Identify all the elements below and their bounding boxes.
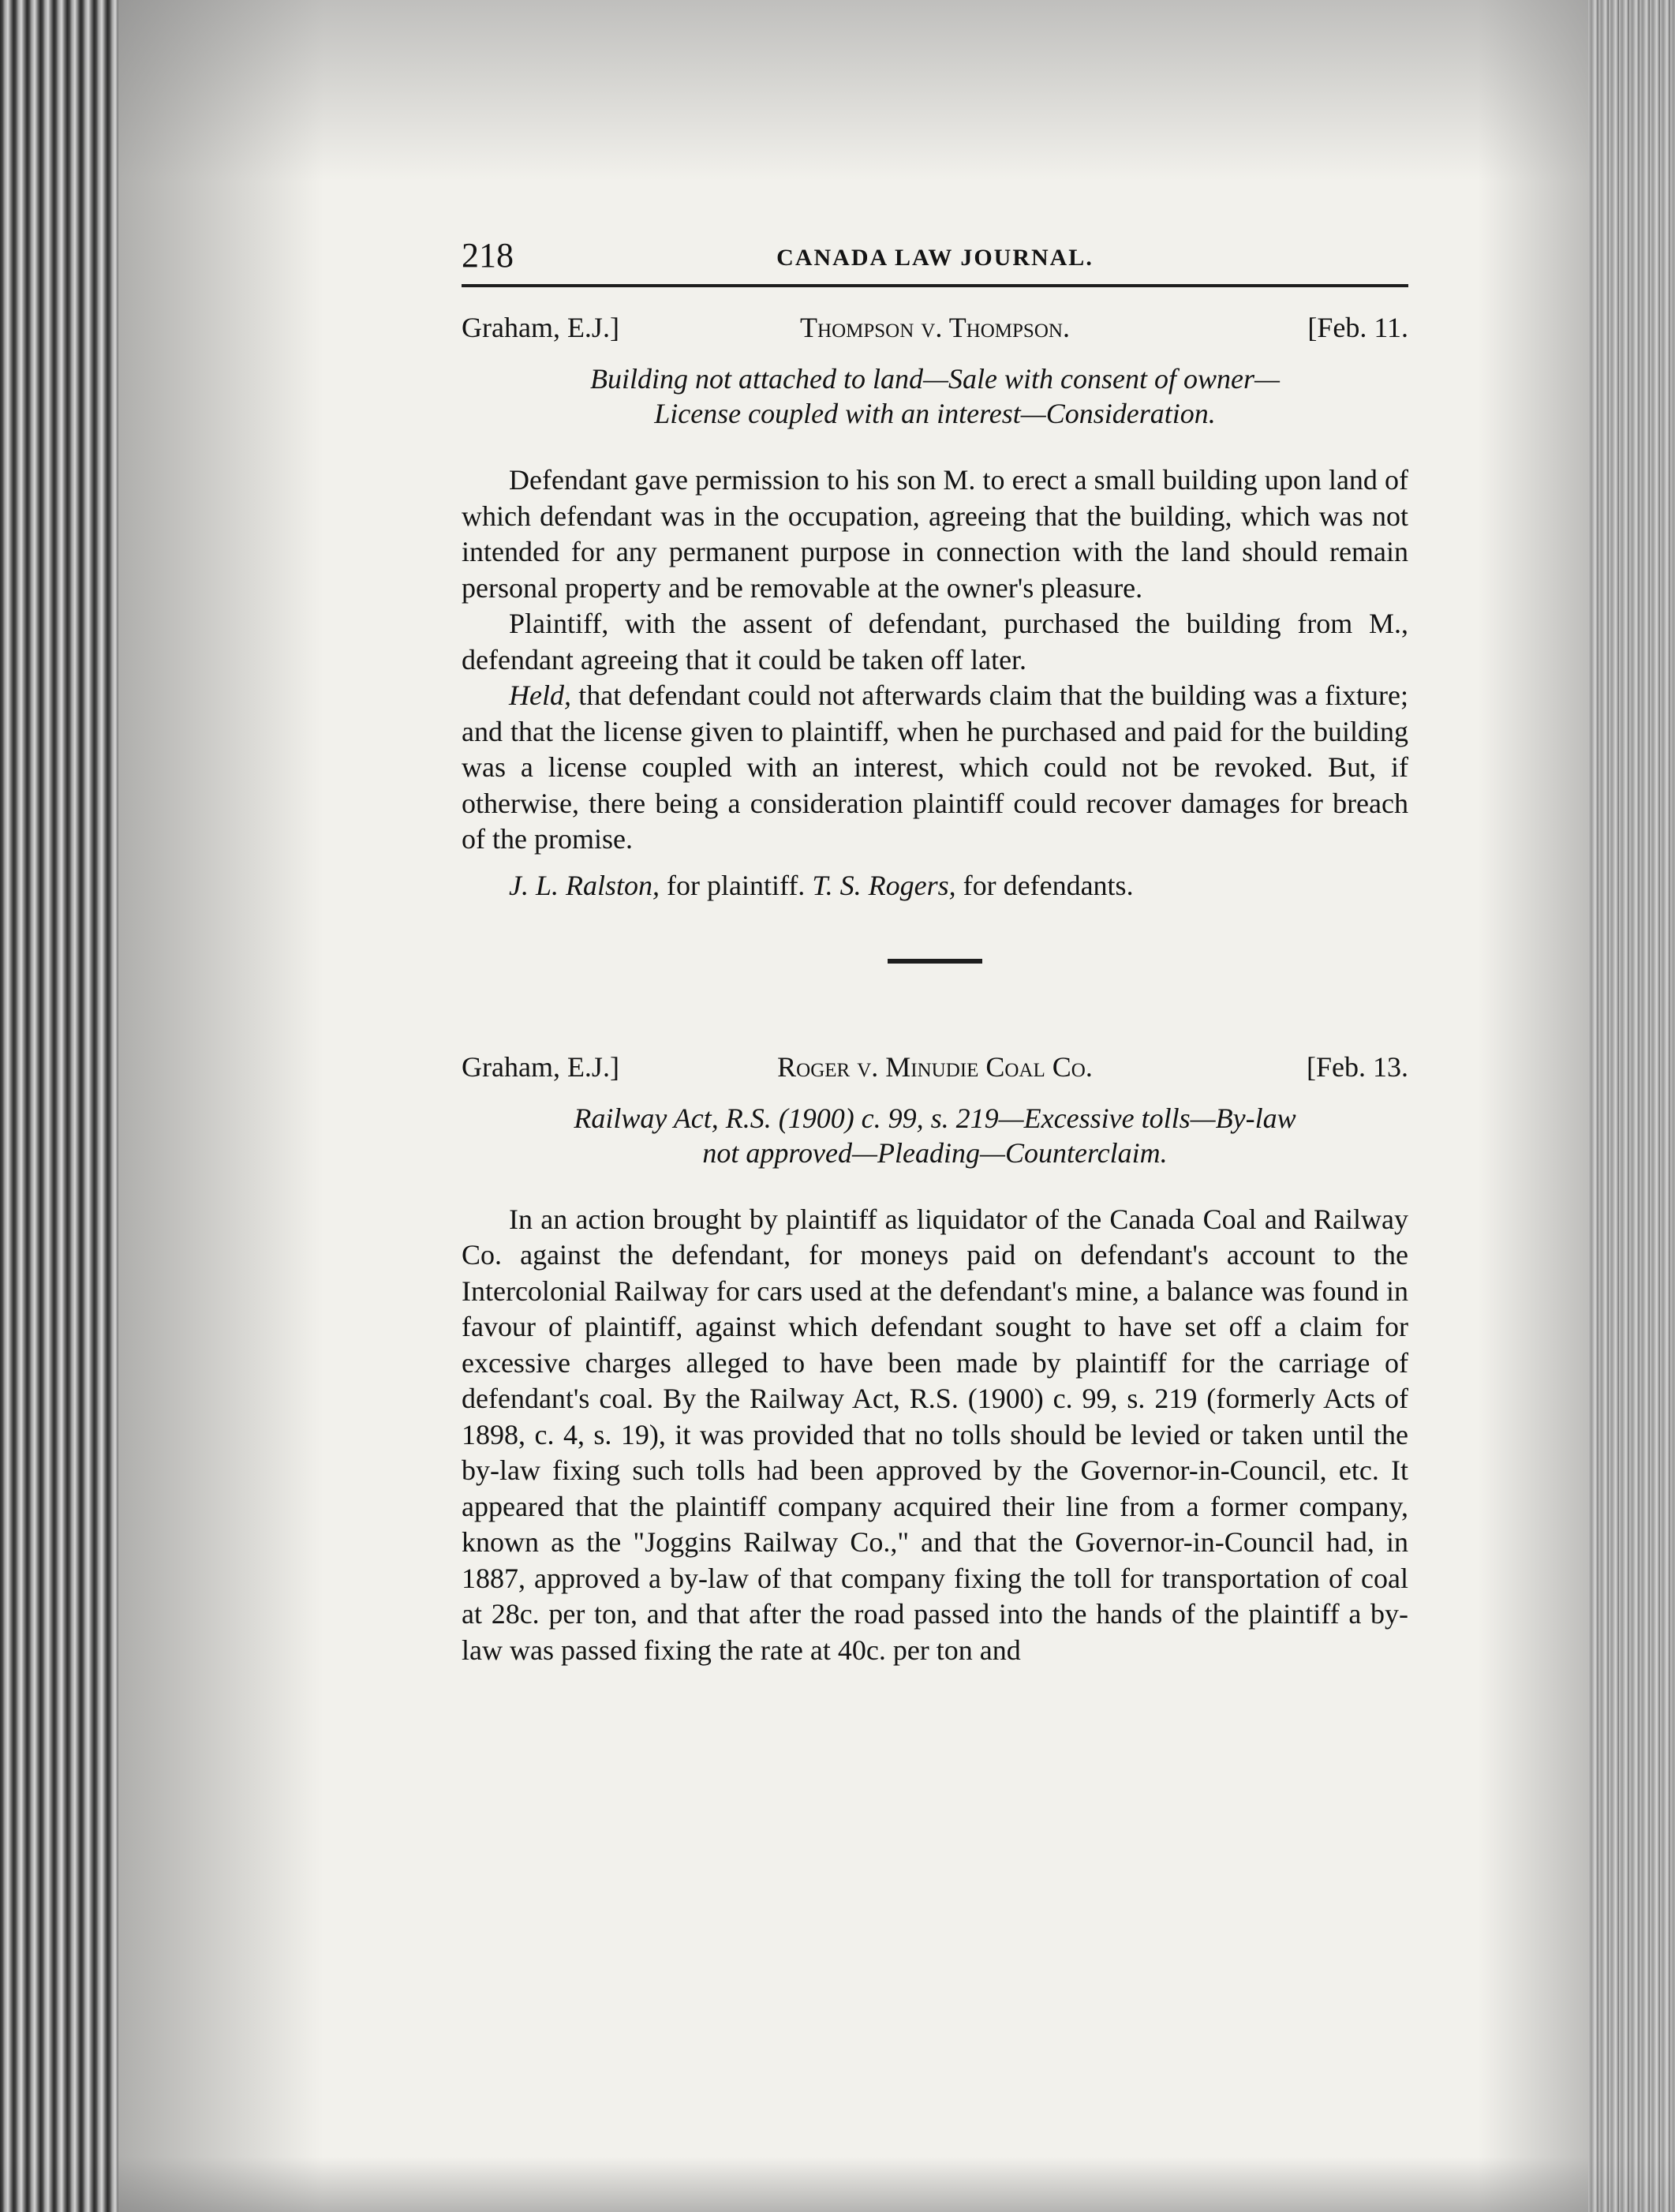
headnote-line: Railway Act, R.S. (1900) c. 99, s. 219—Excessive tolls—By-law: [574, 1102, 1296, 1134]
scan-shadow-left: [118, 0, 323, 2212]
page-number: 218: [462, 236, 514, 275]
case-section-thompson: [462, 311, 1408, 904]
headnote: [462, 1101, 1408, 1170]
counsel-line: [462, 867, 1408, 904]
headnote-line: not approved—Pleading—Counterclaim.: [702, 1136, 1168, 1169]
counsel-defendant-role: for defendants.: [955, 869, 1134, 901]
headnote: [462, 361, 1408, 431]
case-heading: [462, 1050, 1408, 1095]
scan-binding-edge-left: [0, 0, 118, 2212]
scan-edge-right: [1588, 0, 1675, 2212]
case-section-roger: [462, 1050, 1408, 1669]
case-name: Roger v. Minudie Coal Co.: [777, 1050, 1093, 1083]
journal-title: CANADA LAW JOURNAL.: [776, 245, 1094, 271]
held-paragraph: [462, 678, 1408, 858]
body-paragraph: Plaintiff, with the assent of defendant, purchased the building from M., defendant agreeing that it could be taken off later.: [462, 608, 1408, 676]
held-label: Held,: [509, 679, 571, 711]
judge-name: Graham, E.J.]: [462, 312, 619, 343]
case-name: Thompson v. Thompson.: [800, 312, 1070, 343]
judge-name: Graham, E.J.]: [462, 1050, 619, 1083]
header-rule: [462, 284, 1408, 287]
counsel-plaintiff-name: J. L. Ralston,: [509, 869, 660, 901]
running-head: [462, 229, 1408, 276]
case-date: [Feb. 11.: [1307, 312, 1408, 343]
case-heading: [462, 311, 1408, 355]
body-paragraph: In an action brought by plaintiff as liquidator of the Canada Coal and Railway Co. against the defendant, for moneys paid on defendant's account to the Intercolonial Railway for cars used at the defendant's mine, a balance was found in favour of plaintiff, against which defendant sought to have set off a claim for excessive charges alleged to have been made by plaintiff for the carriage of defendant's coal. By the Railway Act, R.S. (1900) c. 99, s. 219 (formerly Acts of 1898, c. 4, s. 19), it was provided that no tolls should be levied or taken until the by-law fixing such tolls had been approved by the Governor-in-Council, etc. It appeared that the plaintiff company acquired their line from a former company, known as the "Joggins Railway Co.," and that the Governor-in-Council had, in 1887, approved a by-law of that company fixing the toll for transportation of coal at 28c. per ton, and that after the road passed into the hands of the plaintiff a by-law was passed fixing the rate at 40c. per ton and: [462, 1203, 1408, 1666]
body-paragraph: Defendant gave permission to his son M. to erect a small building upon land of which defendant was in the occupation, agreeing that the building, which was not intended for any permanent purpose in connection with the land should remain personal property and be removable at the owner's pleasure.: [462, 464, 1408, 604]
document-page: [462, 229, 1408, 1668]
section-separator: [888, 959, 982, 964]
scan-shadow-right: [1478, 0, 1588, 2212]
headnote-line: Building not attached to land—Sale with consent of owner—: [590, 363, 1280, 395]
held-text: that defendant could not afterwards claim that the building was a fixture; and that the license given to plaintiff, when he purchased and paid for the building was a license coupled with an interest, which could not be revoked. But, if otherwise, there being a consideration plaintiff could recover damages for breach of the promise.: [462, 679, 1408, 855]
counsel-defendant-name: T. S. Rogers,: [812, 869, 956, 901]
headnote-line: License coupled with an interest—Consideration.: [654, 398, 1216, 429]
case-date: [Feb. 13.: [1307, 1050, 1408, 1083]
counsel-plaintiff-role: for plaintiff.: [660, 869, 813, 901]
